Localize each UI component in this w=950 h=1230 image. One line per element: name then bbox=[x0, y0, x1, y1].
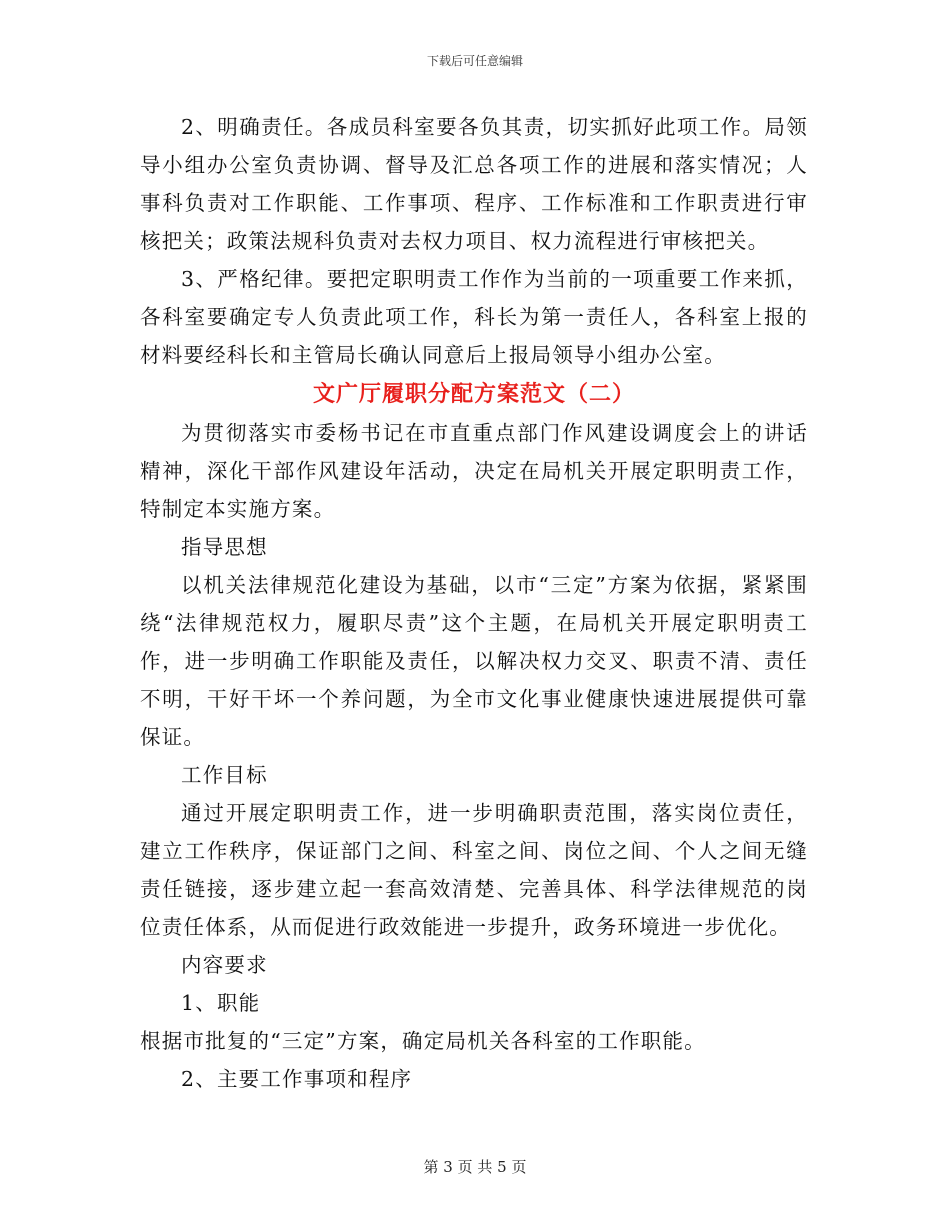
section-title: 文广厅履职分配方案范文（二） bbox=[312, 381, 635, 407]
document-body bbox=[140, 108, 808, 1098]
paragraph-item-functions: 根据市批复的“三定”方案，确定局机关各科室的工作职能。 bbox=[140, 1029, 706, 1053]
page-number: 第 3 页 共 5 页 bbox=[423, 1158, 527, 1176]
heading-item-functions: 1、职能 bbox=[181, 991, 261, 1015]
heading-guiding-ideology: 指导思想 bbox=[181, 535, 268, 559]
heading-work-goal: 工作目标 bbox=[181, 763, 268, 787]
page-header: 下载后可任意编辑 bbox=[426, 54, 523, 68]
paragraph-work-goal: 通过开展定职明责工作，进一步明确职责范围，落实岗位责任，建立工作秩序，保证部门之间、科室之间、岗位之间、个人之间无缝责任链接，逐步建立起一套高效清楚、完善具体、科学法律规范的岗位责任体系，从而促进行政效能进一步提升，政务环境进一步优化。 bbox=[140, 801, 808, 939]
heading-item-work-matters: 2、主要工作事项和程序 bbox=[181, 1067, 413, 1091]
paragraph-guiding-ideology: 以机关法律规范化建设为基础，以市“三定”方案为依据，紧紧围绕“法律规范权力，履职尽责”这个主题，在局机关开展定职明责工作，进一步明确工作职能及责任，以解决权力交叉、职责不清、责任不明，干好干坏一个养问题，为全市文化事业健康快速进展提供可靠保证。 bbox=[140, 573, 808, 749]
paragraph-intro: 为贯彻落实市委杨书记在市直重点部门作风建设调度会上的讲话精神，深化干部作风建设年活动，决定在局机关开展定职明责工作，特制定本实施方案。 bbox=[140, 421, 808, 521]
heading-content-requirements: 内容要求 bbox=[181, 953, 268, 977]
paragraph-responsibility: 2、明确责任。各成员科室要各负其责，切实抓好此项工作。局领导小组办公室负责协调、督导及汇总各项工作的进展和落实情况；人事科负责对工作职能、工作事项、程序、工作标准和工作职责进行审核把关；政策法规科负责对去权力项目、权力流程进行审核把关。 bbox=[140, 115, 808, 253]
paragraph-discipline: 3、严格纪律。要把定职明责工作作为当前的一项重要工作来抓，各科室要确定专人负责此项工作，科长为第一责任人，各科室上报的材料要经科长和主管局长确认同意后上报局领导小组办公室。 bbox=[140, 267, 808, 367]
